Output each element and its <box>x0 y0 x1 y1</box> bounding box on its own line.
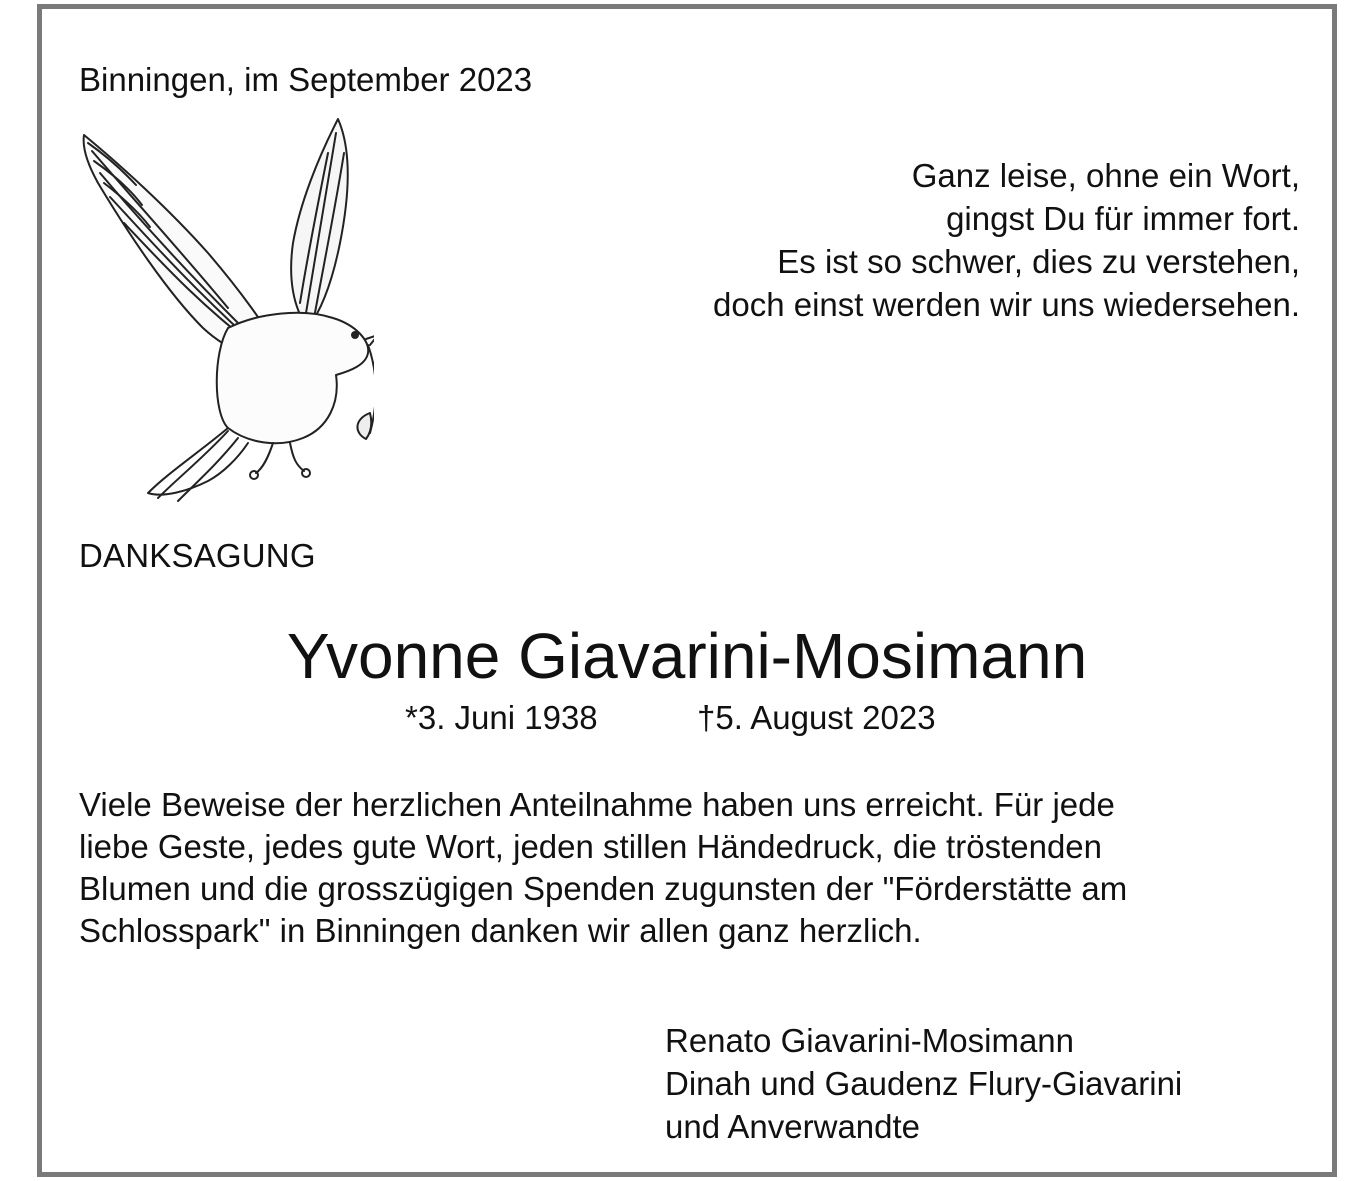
dove-with-olive-branch-icon <box>78 113 374 513</box>
poem-line: doch einst werden wir uns wiedersehen. <box>713 286 1300 323</box>
poem-line: Es ist so schwer, dies zu verstehen, <box>777 243 1300 280</box>
heading: DANKSAGUNG <box>79 537 316 574</box>
signer: und Anverwandte <box>665 1108 921 1145</box>
message-line: liebe Geste, jedes gute Wort, jeden stillen Händedruck, die tröstenden <box>79 828 1102 865</box>
signers <box>665 1019 1182 1148</box>
message-line: Viele Beweise der herzlichen Anteilnahme haben uns erreicht. Für jede <box>79 786 1115 823</box>
message-line: Blumen und die grosszügigen Spenden zugunsten der "Förderstätte am <box>79 870 1128 907</box>
message-line: Schlosspark" in Binningen danken wir allen ganz herzlich. <box>79 912 922 949</box>
poem-line: Ganz leise, ohne ein Wort, <box>911 157 1300 194</box>
notice-frame <box>37 4 1337 1177</box>
deceased-name: Yvonne Giavarini-Mosimann <box>286 620 1088 692</box>
birth-date: *3. Juni 1938 <box>405 699 598 736</box>
signer: Dinah und Gaudenz Flury-Giavarini <box>665 1065 1183 1102</box>
poem <box>713 154 1300 326</box>
death-date: †5. August 2023 <box>697 699 936 736</box>
thank-you-message <box>79 784 1127 952</box>
place-date: Binningen, im September 2023 <box>79 61 533 98</box>
signer: Renato Giavarini-Mosimann <box>665 1022 1075 1059</box>
poem-line: gingst Du für immer fort. <box>946 200 1300 237</box>
